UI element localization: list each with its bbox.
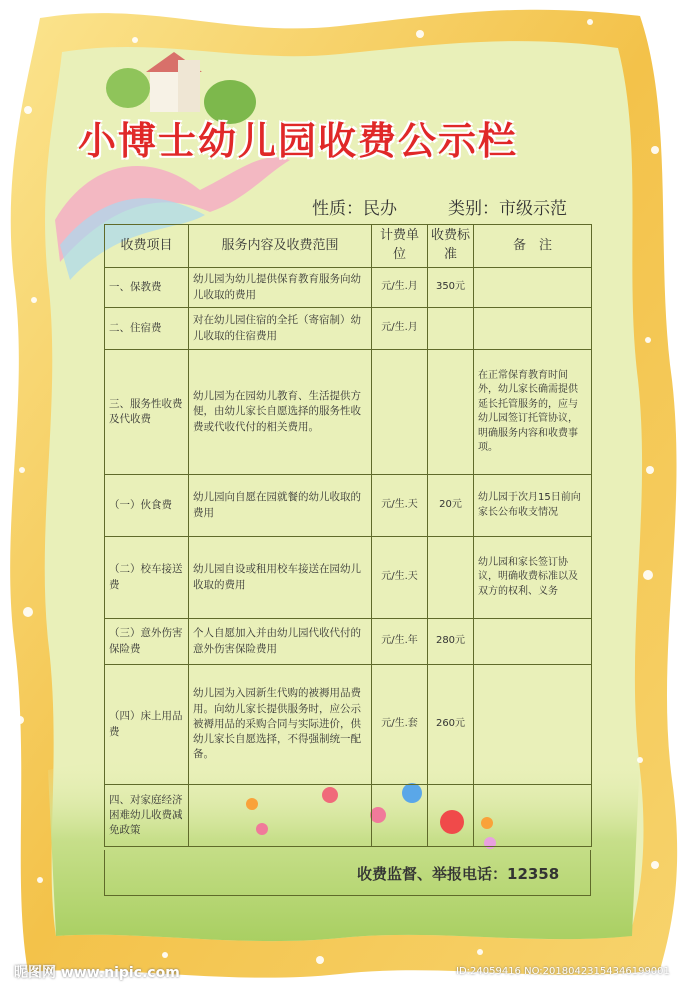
row-note xyxy=(474,308,592,350)
table-row xyxy=(105,537,592,619)
row-note: 幼儿园和家长签订协议，明确收费标准以及双方的权利、义务 xyxy=(474,537,592,619)
house-tower xyxy=(178,60,200,112)
nature-label: 性质：民办 xyxy=(312,199,397,219)
row-note: 幼儿园于次月15日前向家长公布收支情况 xyxy=(474,475,592,537)
row-note xyxy=(474,665,592,785)
row-item: 三、服务性收费及代收费 xyxy=(105,350,189,475)
row-standard xyxy=(428,537,474,619)
row-item: （一）伙食费 xyxy=(105,475,189,537)
row-unit: 元/生.天 xyxy=(372,537,428,619)
row-content: 幼儿园为入园新生代购的被褥用品费用。向幼儿家长提供服务时，应公示被褥用品的采购合同与实际进价，供幼儿家长自愿选择，不得强制统一配备。 xyxy=(189,665,372,785)
table-row xyxy=(105,268,592,308)
row-content: 个人自愿加入并由幼儿园代收代付的意外伤害保险费用 xyxy=(189,619,372,665)
row-item: （三）意外伤害保险费 xyxy=(105,619,189,665)
row-standard: 280元 xyxy=(428,619,474,665)
header-item: 收费项目 xyxy=(105,225,189,268)
row-standard xyxy=(428,350,474,475)
table-row xyxy=(105,350,592,475)
row-note xyxy=(474,785,592,847)
table-header-row xyxy=(105,225,592,268)
row-unit: 元/生.天 xyxy=(372,475,428,537)
row-unit: 元/生.套 xyxy=(372,665,428,785)
row-standard xyxy=(428,785,474,847)
page-title: 小博士幼儿园收费公示栏 xyxy=(78,119,519,163)
hotline-text: 收费监督、举报电话：12358 xyxy=(357,865,560,883)
row-content: 幼儿园向自愿在园就餐的幼儿收取的费用 xyxy=(189,475,372,537)
row-note xyxy=(474,268,592,308)
row-item: 二、住宿费 xyxy=(105,308,189,350)
category-label: 类别：市级示范 xyxy=(448,199,567,219)
row-item: 一、保教费 xyxy=(105,268,189,308)
watermark-site: 昵图网 www.nipic.com xyxy=(14,965,180,981)
row-standard: 260元 xyxy=(428,665,474,785)
table-row xyxy=(105,619,592,665)
row-standard: 350元 xyxy=(428,268,474,308)
tree-canopy xyxy=(106,68,150,108)
row-note: 在正常保育教育时间外，幼儿家长确需提供延长托管服务的，应与幼儿园签订托管协议，明确服务内容和收费事项。 xyxy=(474,350,592,475)
fee-table xyxy=(104,224,592,847)
row-unit xyxy=(372,350,428,475)
row-content: 幼儿园自设或租用校车接送在园幼儿收取的费用 xyxy=(189,537,372,619)
row-content: 对在幼儿园住宿的全托（寄宿制）幼儿收取的住宿费用 xyxy=(189,308,372,350)
row-standard: 20元 xyxy=(428,475,474,537)
row-content: 幼儿园为在园幼儿教育、生活提供方便，由幼儿家长自愿选择的服务性收费或代收代付的相关费用。 xyxy=(189,350,372,475)
table-row xyxy=(105,308,592,350)
watermark-id: ID:24059416 NO:20180423154346199001 xyxy=(456,966,670,977)
row-item: （四）床上用品费 xyxy=(105,665,189,785)
row-item: 四、对家庭经济困难幼儿收费减免政策 xyxy=(105,785,189,847)
table-row xyxy=(105,785,592,847)
row-unit xyxy=(372,785,428,847)
row-content: 幼儿园为幼儿提供保育教育服务向幼儿收取的费用 xyxy=(189,268,372,308)
row-item: （二）校车接送费 xyxy=(105,537,189,619)
table-row xyxy=(105,665,592,785)
row-unit: 元/生.年 xyxy=(372,619,428,665)
hotline-row xyxy=(104,850,591,896)
row-content xyxy=(189,785,372,847)
header-note: 备 注 xyxy=(474,225,592,268)
row-standard xyxy=(428,308,474,350)
table-row xyxy=(105,475,592,537)
header-standard: 收费标准 xyxy=(428,225,474,268)
header-unit: 计费单位 xyxy=(372,225,428,268)
row-note xyxy=(474,619,592,665)
row-unit: 元/生.月 xyxy=(372,268,428,308)
header-content: 服务内容及收费范围 xyxy=(189,225,372,268)
row-unit: 元/生.月 xyxy=(372,308,428,350)
